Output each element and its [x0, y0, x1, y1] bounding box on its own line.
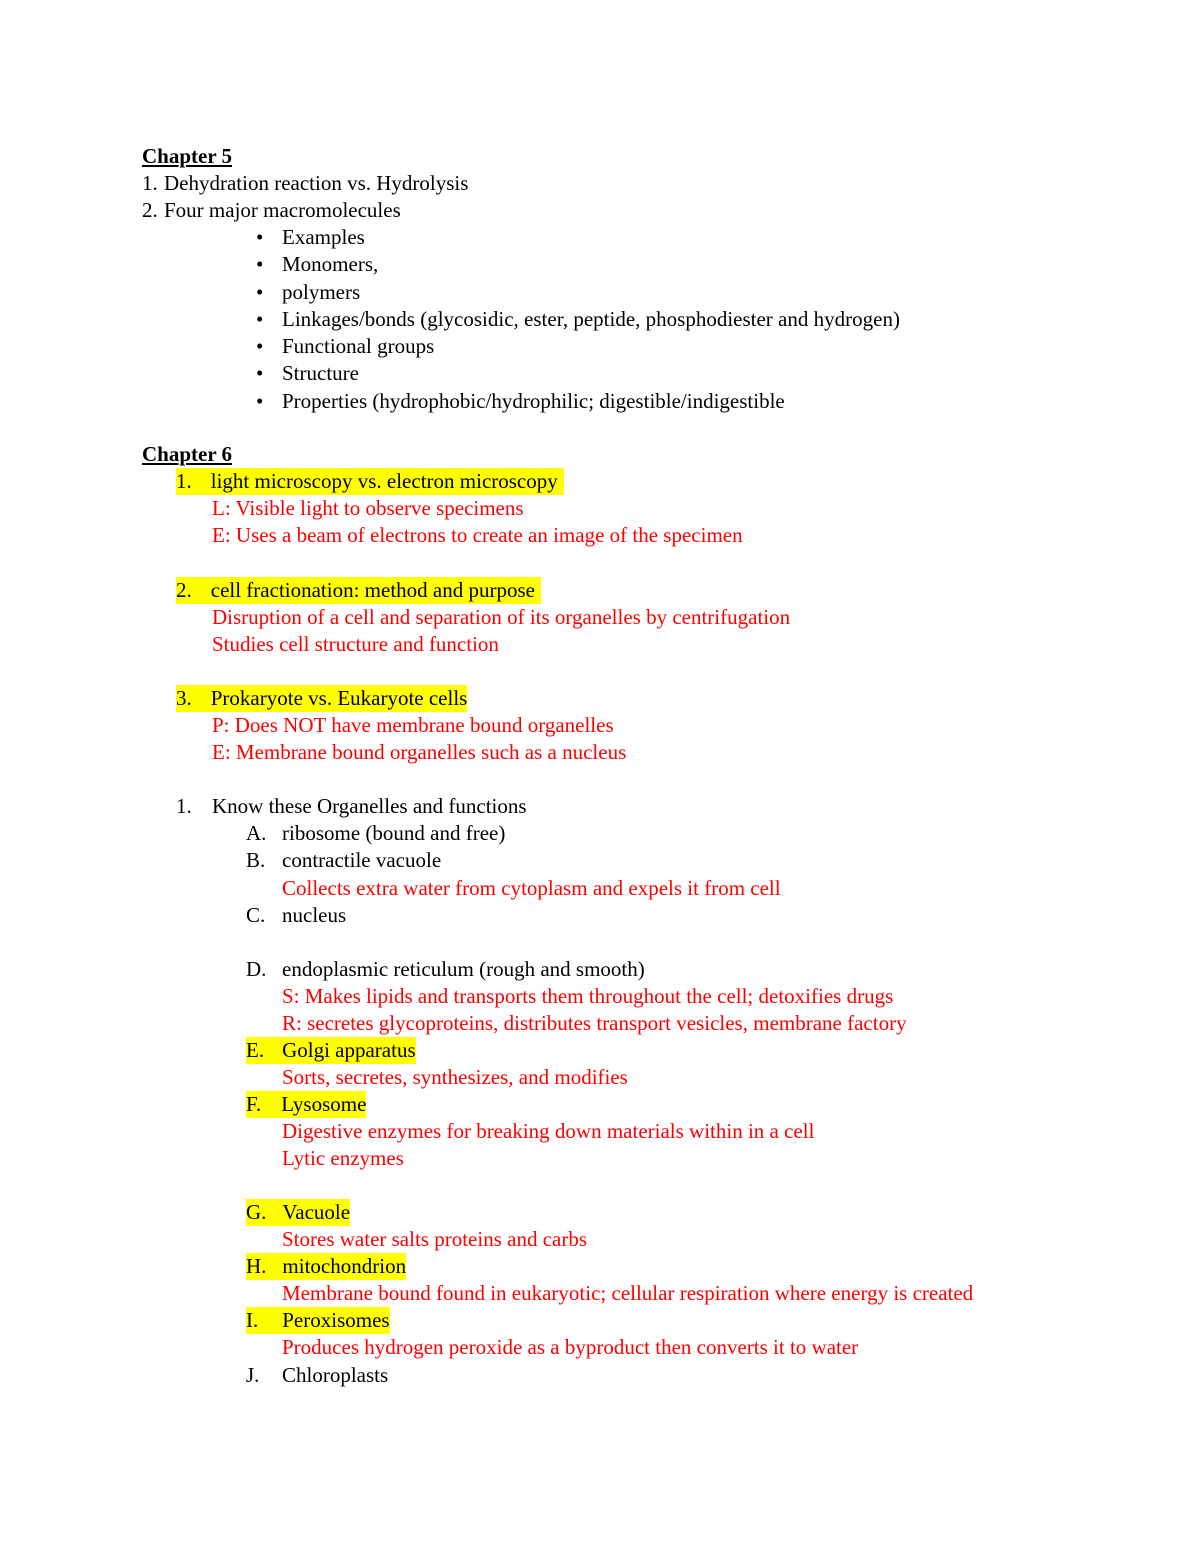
item-number: 1. [142, 171, 158, 195]
organelle-name: contractile vacuole [282, 848, 442, 872]
bullet-icon: • [256, 280, 264, 304]
item-number: 2. [142, 198, 158, 222]
chapter-6-heading: Chapter 6 [142, 442, 233, 466]
organelle-name: Golgi apparatus [282, 1038, 416, 1062]
bullet-text: polymers [282, 280, 361, 304]
bullet-text: Linkages/bonds (glycosidic, ester, peptide, phosphodiester and hydrogen) [282, 307, 900, 331]
organelle-highlight [246, 1307, 390, 1334]
answer-text: Membrane bound found in eukaryotic; cellular respiration where energy is created [282, 1281, 974, 1305]
item-text: Know these Organelles and functions [212, 794, 527, 818]
bullet-icon: • [256, 307, 264, 331]
organelle-name: Chloroplasts [282, 1363, 389, 1387]
answer-text: R: secretes glycoproteins, distributes transport vesicles, membrane factory [282, 1011, 907, 1035]
bullet-icon: • [256, 389, 264, 413]
answer-text: S: Makes lipids and transports them throughout the cell; detoxifies drugs [282, 984, 894, 1008]
answer-text: E: Uses a beam of electrons to create an image of the specimen [212, 523, 743, 547]
organelle-name: mitochondrion [282, 1254, 407, 1278]
question-text: Prokaryote vs. Eukaryote cells [210, 686, 468, 710]
bullet-text: Examples [282, 225, 365, 249]
bullet-icon: • [256, 252, 264, 276]
bullet-text: Properties (hydrophobic/hydrophilic; digestible/indigestible [282, 389, 785, 413]
bullet-icon: • [256, 361, 264, 385]
answer-text: Digestive enzymes for breaking down materials within in a cell [282, 1119, 815, 1143]
organelle-letter: B. [246, 848, 266, 872]
question-text: light microscopy vs. electron microscopy [210, 469, 558, 493]
organelle-letter: A. [246, 821, 267, 845]
organelle-name: Peroxisomes [282, 1308, 390, 1332]
organelle-highlight [246, 1199, 350, 1226]
chapter-5-heading: Chapter 5 [142, 144, 233, 168]
answer-text: Studies cell structure and function [212, 632, 499, 656]
organelle-letter: J. [246, 1363, 260, 1387]
organelle-highlight [246, 1253, 406, 1280]
organelle-name: ribosome (bound and free) [282, 821, 506, 845]
question-highlight [176, 685, 467, 712]
answer-text: Disruption of a cell and separation of its organelles by centrifugation [212, 605, 791, 629]
organelle-letter: D. [246, 957, 267, 981]
bullet-text: Structure [282, 361, 359, 385]
organelle-name: nucleus [282, 903, 347, 927]
question-number: 1. [176, 469, 192, 493]
question-number: 2. [176, 578, 192, 602]
answer-text: Produces hydrogen peroxide as a byproduct then converts it to water [282, 1335, 859, 1359]
answer-text: L: Visible light to observe specimens [212, 496, 524, 520]
question-highlight [176, 468, 564, 495]
item-number: 1. [176, 794, 192, 818]
question-text: cell fractionation: method and purpose [210, 578, 535, 602]
organelle-letter: E. [246, 1038, 265, 1062]
bullet-text: Functional groups [282, 334, 435, 358]
organelle-name: Vacuole [282, 1200, 351, 1224]
question-highlight [176, 577, 541, 604]
bullet-text: Monomers, [282, 252, 379, 276]
organelle-highlight [246, 1091, 366, 1118]
answer-text: P: Does NOT have membrane bound organelles [212, 713, 614, 737]
organelle-letter: F. [246, 1092, 262, 1116]
bullet-icon: • [256, 225, 264, 249]
answer-text: Sorts, secretes, synthesizes, and modifies [282, 1065, 628, 1089]
organelle-letter: G. [246, 1200, 267, 1224]
answer-text: E: Membrane bound organelles such as a nucleus [212, 740, 627, 764]
item-text: Four major macromolecules [164, 198, 401, 222]
organelle-letter: H. [246, 1254, 267, 1278]
item-text: Dehydration reaction vs. Hydrolysis [164, 171, 469, 195]
answer-text: Collects extra water from cytoplasm and expels it from cell [282, 876, 781, 900]
organelle-letter: C. [246, 903, 266, 927]
organelle-letter: I. [246, 1308, 259, 1332]
organelle-name: Lysosome [281, 1092, 367, 1116]
answer-text: Stores water salts proteins and carbs [282, 1227, 588, 1251]
answer-text: Lytic enzymes [282, 1146, 404, 1170]
question-number: 3. [176, 686, 192, 710]
bullet-icon: • [256, 334, 264, 358]
organelle-name: endoplasmic reticulum (rough and smooth) [282, 957, 645, 981]
organelle-highlight [246, 1037, 416, 1064]
